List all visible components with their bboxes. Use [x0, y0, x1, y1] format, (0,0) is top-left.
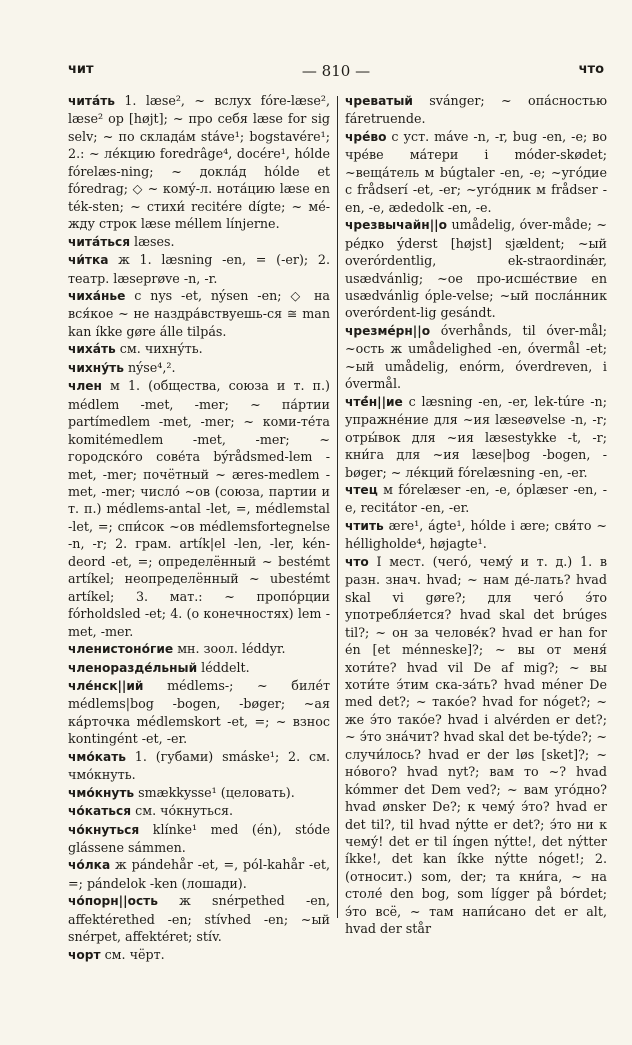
definition: ж pándehår -et, =, pól-kahår -et, =; pándelok -ken (лошади).	[68, 857, 330, 891]
entry	[68, 784, 330, 802]
headword: чтé́н||ие	[345, 394, 403, 409]
definition: nýse⁴,².	[123, 359, 176, 375]
headword: чле́нск||ий	[68, 678, 144, 693]
headword: чи́тка	[68, 253, 109, 268]
entry	[345, 393, 607, 481]
headword: читáться	[68, 234, 131, 249]
entry	[68, 377, 330, 640]
entry	[68, 340, 330, 358]
entry	[68, 287, 330, 340]
entry	[345, 216, 607, 322]
definition: óverhånds, til óver-mål; ~ость ж umådelighed -en, óvermål -et; ~ый umådelig, enórm, óverdreven, i óvermål.	[345, 322, 607, 392]
entry	[68, 659, 330, 677]
definition: м 1. (общества, союза и т. п.) médlem -met, -mer; ~ па́ртии partímedlem -met, -mer; ~ коми-те́та komitémedlem -met, -mer; ~ городско́го сове́та býrådsmed-lem -met, -mer; почётный ~ æres-medlem -met, -mer; число́ ~ов (союза, партии и т. п.) médlems-antal -let, =, médlemstal -let, =; спи́сок ~ов médlemsfortegnelse -n, -r; 2. грам. artík|el -len, -ler, kén-deord -et, =; определённый ~ bestémt artíkel; неопределённый ~ ubestémt artíkel; 3. мат.: ~ пропо́рции fórholdsled -et; 4. (о конечностях) lem -met, -mer.	[68, 378, 330, 639]
entry	[345, 322, 607, 393]
headword: чо́каться	[68, 804, 132, 819]
entry	[345, 517, 607, 553]
entry	[68, 748, 330, 784]
definition: klínke¹ med (én), stóde glássene sámmen.	[68, 821, 330, 856]
headword: чрезвычайн||о	[345, 218, 447, 233]
definition: ære¹, ágte¹, hólde i ære; свя́то ~ hélligholde⁴, højagte¹.	[345, 517, 607, 552]
headword: членоразде́льный	[68, 660, 198, 675]
definition: smækkysse¹ (целовать).	[134, 784, 295, 800]
headword: чо́лка	[68, 858, 111, 873]
definition: umådelig, óver-måde; ~ ре́дко ýderst [højst] sjældent; ~ый overórdentlig, ek-straordinǽr, usædvánlig; ~ое про-исше́ствие en usædvánlig óple-velse; ~ый посла́нник overórdent-lig gesándt.	[345, 217, 607, 321]
headword: чтить	[345, 518, 384, 533]
headword: что	[345, 554, 369, 569]
entry	[345, 553, 607, 938]
definition: с уст. máve -n, -r, bug -en, -e; во чре́ве ма́тери i móder-skødet; ~веща́тель м búgtaler -en, -e; ~уго́дие с frådserí -et, -er; ~уго́дник м frådser -en, -e, ædedolk -en, -e.	[345, 128, 607, 215]
definition: léddelt.	[197, 659, 250, 675]
definition: с læsning -en, -er, lek-túre -n; упражне́ние для ~ия læseøvelse -n, -r; отры́вок для ~ия læsestykke -t, -r; кни́га для ~ия læse|bog -bogen, -bøger; ~ ле́кций fórelæsning -en, -er.	[345, 393, 607, 480]
right-running-head: что	[578, 62, 604, 77]
headword: чо́порн||ость	[68, 894, 158, 909]
entry	[68, 821, 330, 857]
headword: чреватый	[345, 94, 413, 108]
entry	[68, 640, 330, 658]
headword: чихáть	[68, 342, 116, 357]
definition: I мест. (чего́, чему́ и т. д.) 1. в разн. знач. hvad; ~ нам де́-лать? hvad skal vi gøre?; для чего́ э́то употребля́ется? hvad skal det brúges til?; ~ он за челове́к? hvad er han for én [et ménneske]?; ~ вы от меня́ хоти́те? hvad vil De af mig?; ~ вы хоти́те э́тим ска-за́ть? hvad méner De med det?; ~ тако́е? hvad for nóget?; ~ же э́то тако́е? hvad i alvérden er det?; ~ э́то зна́чит? hvad skal det be-týde?; ~ случи́лось? hvad er der løs [sket]?; ~ но́вого? hvad nyt?; вам то ~? hvad kómmer det Dem ved?; ~ вам уго́дно? hvad ønsker De?; к чему́ э́то? hvad er det til?, til hvad nýtte er det?; э́то ни к чему́! det er til íngen nýtte!, det nýtter íkke!, det kan íkke nýtte nóget!; 2. (относит.) som, der; та кни́га, ~ на столе́ den bog, som lígger på bórdet; э́то всё, ~ там напи́сано det er alt, hvad der står	[345, 553, 607, 937]
definition: м fórelæser -en, -e, óplæser -en, -e, recitátor -en, -er.	[345, 481, 607, 516]
entry	[68, 251, 330, 287]
left-column	[68, 92, 330, 1022]
definition: см. чихну́ть.	[115, 341, 203, 357]
entry	[68, 677, 330, 748]
entry	[68, 946, 330, 964]
entry	[68, 856, 330, 892]
headword: член	[68, 379, 102, 394]
entry	[345, 481, 607, 517]
entry	[68, 92, 330, 233]
left-running-head: чит	[68, 62, 94, 77]
definition: см. чёрт.	[100, 946, 165, 962]
headword: чмо́кать	[68, 749, 126, 764]
headword: чихну́ть	[68, 360, 124, 375]
page-header	[68, 62, 604, 84]
headword: чорт	[68, 947, 101, 962]
definition: 1. (губами) smáske¹; 2. см. чмо́кнуть.	[68, 748, 330, 783]
entry	[68, 802, 330, 820]
headword: членистоно́гие	[68, 642, 174, 657]
headword: чрéво	[345, 129, 387, 144]
definition: svánger; ~ опа́сностью fáretruende.	[345, 93, 607, 127]
page-number: — 810 —	[301, 62, 371, 80]
entry	[68, 233, 330, 251]
entry	[68, 892, 330, 945]
headword: чрезмéрн||о	[345, 323, 431, 338]
definition: médlems-; ~ биле́т médlems|bog -bogen, -bøger; ~ая ка́рточка médlemskort -et, =; ~ взнос kontingént -et, -er.	[68, 677, 330, 747]
definition: ж snérpethed -en, affektérethed -en; stívhed -en; ~ый snérpet, affektéret; stív.	[68, 893, 330, 945]
entry	[345, 128, 607, 216]
headword: чмо́кнуть	[68, 785, 135, 800]
definition: см. чо́кнуться.	[131, 803, 234, 819]
entry	[345, 92, 607, 128]
definition: 1. læse², ~ вслух fóre-læse², læse² op [højt]; ~ про себя læse for sig selv; ~ по склада́м stáve¹; bogstavére¹; 2.: ~ ле́кцию foredrâge⁴, docére¹, hólde fórelæs-ning; ~ докла́д hólde et fóredrag; ◇ ~ кому́-л. нота́цию læse en ték-sten; ~ стихи́ recitére dígte; ~ мé-жду строк læse méllem línjerne.	[68, 93, 330, 232]
headword: чтец	[345, 482, 378, 497]
entry	[68, 359, 330, 377]
definition: ж 1. læsning -en, = (-er); 2. театр. læseprøve -n, -r.	[68, 252, 330, 286]
headword: чо́кнуться	[68, 822, 140, 837]
headword: читáть	[68, 94, 115, 108]
definition: læses.	[130, 233, 175, 249]
definition: мн. зоол. léddyr.	[173, 641, 286, 657]
column-divider	[337, 96, 338, 918]
definition: с nys -et, nýsen -en; ◇ на вся́кое ~ не наздра́вствуешь-ся ≅ man kan íkke gøre álle tilpás.	[68, 287, 330, 339]
headword: чиха́нье	[68, 288, 126, 303]
right-column	[345, 92, 607, 1022]
